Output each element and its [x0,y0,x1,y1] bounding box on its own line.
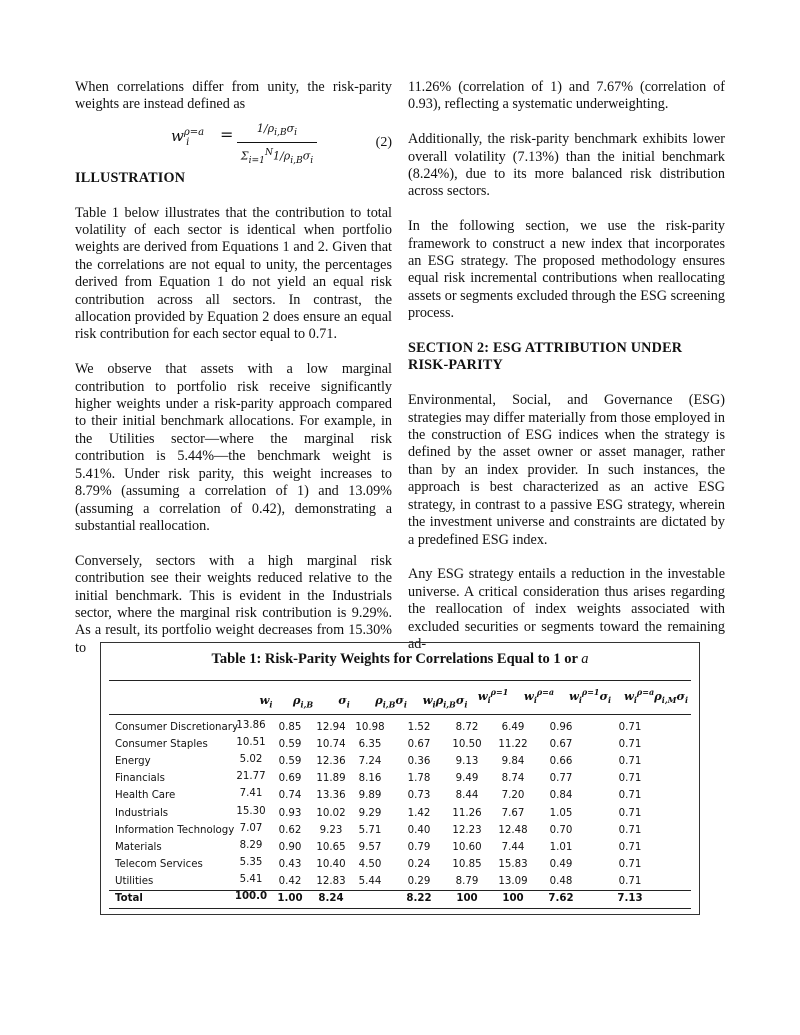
table-cell: 7.07 [239,822,263,834]
table-row [115,773,685,790]
table-cell: 7.44 [501,841,525,853]
table-cell: 10.02 [316,807,346,819]
table-cell: 10.50 [452,739,482,751]
header-w-rho1-sigma: $w_i^{\rho=1}\sigma_i$ [568,687,612,706]
table-cell: 100 [456,893,478,904]
table-caption: Table 1: Risk-Parity Weights for Correlations Equal to 1 or a [211,651,589,667]
heading-illustration: ILLUSTRATION [75,169,186,186]
table-cell: 0.71 [618,756,642,768]
table-cell: 9.29 [358,807,382,819]
table-cell: 4.50 [358,858,382,870]
section2-paragraph-2: Any ESG strategy entails a reduction in the investable universe. A critical consideration thus arises regarding the reallocation of index weights associated with excluded securities or segments toward the remaining ad- [408,566,725,652]
table-cell: 15.83 [498,858,528,870]
table-cell: 1.01 [549,841,573,853]
table-cell: 13.36 [316,790,346,802]
table-cell: 0.71 [618,807,642,819]
table-cell: 0.69 [278,773,302,785]
table-cell: 11.26 [452,807,482,819]
table-1 [100,642,700,915]
table-cell: 6.35 [358,739,382,751]
table-cell: 0.71 [618,841,642,853]
right-column [408,79,725,671]
table-row [115,839,685,859]
table-cell: 0.29 [407,875,431,887]
right-paragraph-1: 11.26% (correlation of 1) and 7.67% (correlation of 0.93), reflecting a systematic underweighting. [408,79,725,113]
table-cell: 0.84 [549,790,573,802]
table-cell: 5.44 [358,875,382,887]
table-cell: 9.89 [358,790,382,802]
table-cell: 0.77 [549,773,573,785]
table-cell: 0.70 [549,824,573,836]
table-cell: 11.22 [498,739,528,751]
table-header-rule [109,714,691,715]
illustration-paragraph-2: We observe that assets with a low marginal contribution to portfolio risk receive significantly higher weights under a risk-parity approach compared to their initial benchmark allocations. For example, in the Utilities sector—where the marginal risk contribution is 5.44%—the benchmark weight is 5.41%. Under risk parity, this weight increases to 8.79% (assuming a correlation of 1) and 13.09% (assuming a correlation of 0.42), demonstrating a substantial reallocation. [75,361,392,534]
table-cell: 12.48 [498,824,528,836]
section2-paragraph-1: Environmental, Social, and Governance (ESG) strategies may differ materially from those employed in the construction of ESG indices when the strategy is defined by the asset owner or asset manager, rather than by an index provider. In such instances, the approach is best characterized as an active ESG strategy, in contrast to a passive ESG strategy, wherein the investment universe and constraints are dictated by a predefined ESG index. [408,392,725,548]
table-cell: 9.23 [319,824,343,836]
table-cell: 0.49 [549,858,573,870]
header-w-rhoa: $w_i^{\rho=a}$ [523,687,555,706]
table-cell: 10.98 [355,722,385,733]
table-cell: 1.42 [407,807,431,819]
sector-name: Information Technology [115,824,235,836]
table-cell: 0.36 [407,756,431,768]
right-paragraph-2: Additionally, the risk-parity benchmark exhibits lower overall volatility (7.13%) than the initial benchmark (8.24%), due to its more balanced risk distribution across sectors. [408,131,725,200]
table-top-rule [109,680,691,681]
table-cell: 1.52 [407,722,431,733]
table-cell: 0.62 [278,824,302,836]
table-cell: 0.71 [618,773,642,785]
table-cell: 0.74 [278,790,302,802]
table-cell: 0.79 [407,841,431,853]
table-cell: 21.77 [236,771,266,783]
sector-name: Energy [115,756,151,768]
table-cell: 7.20 [501,790,525,802]
table-cell: 12.23 [452,824,482,836]
table-cell: 9.57 [358,841,382,853]
table-cell: 1.78 [407,773,431,785]
equation-2 [75,120,392,167]
table-cell: 0.67 [549,739,573,751]
header-rho: $\rho_{i,B}$ [292,693,314,710]
table-cell: 11.89 [316,773,346,785]
table-cell: 0.73 [407,790,431,802]
table-row [115,722,685,739]
heading-section-2: SECTION 2: ESG ATTRIBUTION UNDER RISK-PARITY [408,340,683,374]
table-cell: 5.41 [239,873,263,885]
intro-paragraph: When correlations differ from unity, the risk-parity weights are instead defined as [75,79,392,113]
table-cell: 100.0 [234,891,268,902]
table-cell: 0.93 [278,807,302,819]
table-cell: 8.72 [455,722,479,733]
table-cell: 0.66 [549,756,573,768]
table-cell: 0.42 [278,875,302,887]
table-cell: 7.41 [239,788,263,800]
table-cell: 7.62 [548,893,574,904]
table-cell: 13.09 [498,875,528,887]
table-cell: 10.40 [316,858,346,870]
equation-numerator: $1/\rho_{i,B}\sigma_i$ [237,120,317,144]
header-sigma: $\sigma_i$ [338,693,350,710]
table-row [115,790,685,807]
table-cell: 10.74 [316,739,346,751]
table-cell: 15.30 [236,805,266,817]
table-cell: 8.22 [406,893,432,904]
table-cell: 7.13 [617,893,643,904]
table-cell: 1.05 [549,807,573,819]
table-cell: 10.51 [236,737,266,749]
table-row [115,805,685,825]
table-row [115,739,685,756]
table-cell: 9.13 [455,756,479,768]
table-cell: 0.24 [407,858,431,870]
table-cell: 12.83 [316,875,346,887]
table-bottom-rule [109,908,691,909]
header-rho-sigma: $\rho_{i,B}\sigma_i$ [375,693,407,710]
equation-fraction [237,120,317,170]
table-cell: 10.85 [452,858,482,870]
table-cell: 5.02 [239,754,263,766]
table-cell: 7.24 [358,756,382,768]
table-cell: 5.35 [239,856,263,868]
table-cell: 12.36 [316,756,346,768]
table-cell: 0.71 [618,824,642,836]
sector-name: Financials [115,773,165,785]
table-cell: 8.24 [318,893,344,904]
illustration-paragraph-3: Conversely, sectors with a high marginal risk contribution see their weights reduced relative to the initial benchmark. This is evident in the Industrials sector, where the marginal risk contribution is 9.29%. As a result, its portfolio weight decreases from 15.30% to [75,552,392,656]
right-paragraph-3: In the following section, we use the risk-parity framework to construct a new index that incorporates an ESG strategy. The proposed methodology ensures equal risk incremental contributions when reallocating assets or segments excluded through the ESG screening process. [408,218,725,322]
sector-name: Materials [115,841,162,853]
table-cell: 0.71 [618,858,642,870]
table-cell: 0.71 [618,790,642,802]
table-cell: 9.84 [501,756,525,768]
sector-name: Total [115,893,143,904]
header-w: $w_i$ [259,693,273,710]
table-total-rule [109,890,691,891]
table-cell: 0.71 [618,739,642,751]
table-cell: 8.79 [455,875,479,887]
equals-sign: = [220,124,234,144]
table-cell: 0.40 [407,824,431,836]
table-cell: 8.44 [455,790,479,802]
table-cell: 0.48 [549,875,573,887]
table-cell: 12.94 [316,722,346,733]
table-row [115,822,685,842]
header-w-rho1: $w_i^{\rho=1}$ [477,687,509,706]
sector-name: Industrials [115,807,169,819]
table-cell: 100 [502,893,524,904]
table-cell: 8.16 [358,773,382,785]
table-cell: 0.85 [278,722,302,733]
sector-name: Consumer Discretionary [115,722,238,733]
table-cell: 0.96 [549,722,573,733]
sector-name: Utilities [115,875,154,887]
sector-name: Telecom Services [115,858,203,870]
table-row [115,756,685,773]
table-cell: 5.71 [358,824,382,836]
table-cell: 13.86 [236,720,266,731]
table-cell: 10.65 [316,841,346,853]
equation-lhs: $w^{\rho=a}_i$ [171,126,205,148]
table-cell: 0.71 [618,875,642,887]
header-w-rhoa-rho-sigma: $w_i^{\rho=a}\rho_{i,M}\sigma_i$ [623,687,689,706]
equation-denominator: $\Sigma_{i=1}^N1/\rho_{i,B}\sigma_i$ [240,147,314,167]
table-cell: 6.49 [501,722,525,733]
table-cell: 10.60 [452,841,482,853]
table-cell: 0.43 [278,858,302,870]
sector-name: Consumer Staples [115,739,208,751]
table-cell: 1.00 [277,893,303,904]
sector-name: Health Care [115,790,176,802]
table-cell: 8.74 [501,773,525,785]
table-cell: 0.59 [278,739,302,751]
left-column [75,79,392,675]
table-cell: 8.29 [239,839,263,851]
illustration-paragraph-1: Table 1 below illustrates that the contribution to total volatility of each sector is identical when portfolio weights are derived from Equations 1 and 2. Given that the correlations are not equal to unity, the percentages derived from Equation 1 do not yield an equal risk contribution across all sectors. In contrast, the allocation provided by Equation 2 does ensure an equal risk contribution for each sector equal to 0.71. [75,204,392,343]
table-cell: 9.49 [455,773,479,785]
table-row [115,856,685,876]
table-cell: 0.90 [278,841,302,853]
table-cell: 0.59 [278,756,302,768]
header-w-rho-sigma: $w_i\rho_{i,B}\sigma_i$ [422,693,468,710]
table-cell: 0.71 [618,722,642,733]
equation-number: (2) [375,134,392,150]
table-cell: 7.67 [501,807,525,819]
table-cell: 0.67 [407,739,431,751]
